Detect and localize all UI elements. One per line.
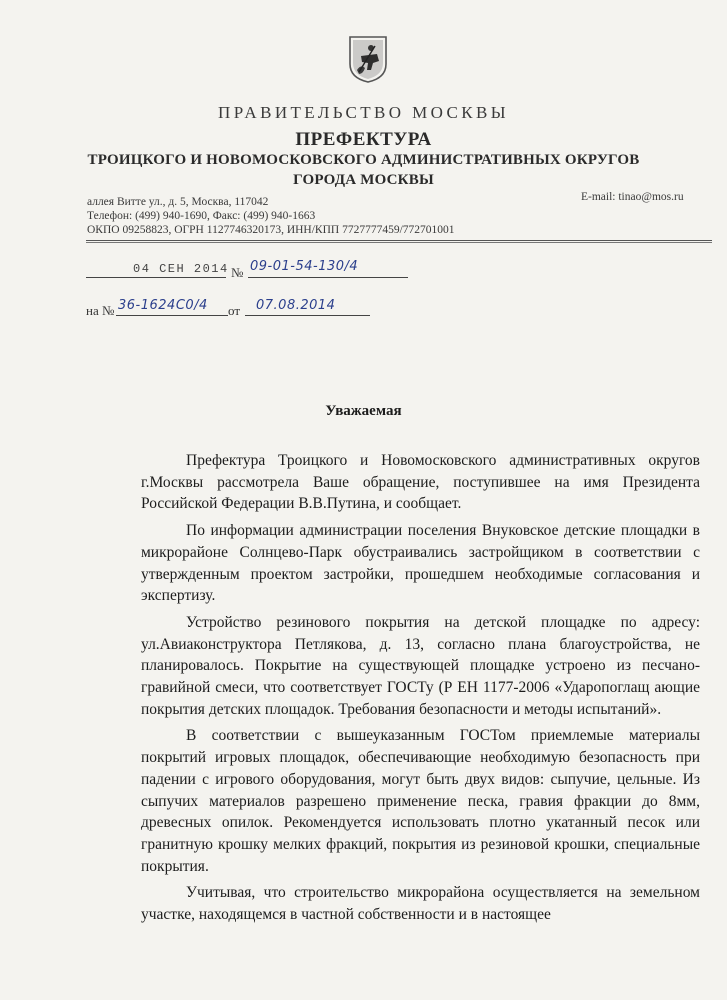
reference-label: на № xyxy=(86,303,115,318)
reference-date-line xyxy=(245,315,370,316)
paragraph: Учитывая, что строительство микрорайона осуществляется на земельном участке, находящемся в частной собственности и в настоящее xyxy=(141,884,700,924)
date-field-line xyxy=(86,277,226,278)
paragraph: В соответствии с вышеуказанным ГОСТом приемлемые материалы покрытий игровых площадок, обеспечивающие необходимую безопасность при падении с игрового оборудования, могут быть двух видов: сыпучие, цельные. Из сыпучих материалов разрешено применение песка, гравия фракции до 8мм, древесных опилок. Рекомендуется использовать плотно укатанный песок или гранитную крошку мелких фракций, покрытия из резиновой крошки, специальные покрытия. xyxy=(141,727,700,875)
header-divider-secondary xyxy=(86,242,712,243)
paragraph: По информации администрации поселения Внуковское детские площадки в микрорайоне Солнцево-Парк обустраивались застройщиком в соответствии с утвержденным проектом застройки, прошедшем необходимые согласования и экспертизу. xyxy=(141,522,700,605)
outgoing-number-handwritten: 09-01-54-130/4 xyxy=(250,259,359,274)
districts-title: ТРОИЦКОГО И НОВОМОСКОВСКОГО АДМИНИСТРАТИВНЫХ ОКРУГОВ xyxy=(87,152,640,168)
header-divider xyxy=(86,240,712,241)
from-label: от xyxy=(228,303,241,318)
registration-date-stamp: 04 СЕН 2014 xyxy=(133,262,229,276)
paragraph: Префектура Троицкого и Новомосковского административных округов г.Москвы рассмотрела Ваше обращение, поступившее на имя Президента Российской Федерации В.В.Путина, и сообщает. xyxy=(141,452,700,513)
moscow-coat-of-arms-icon xyxy=(347,34,389,84)
number-label: № xyxy=(231,265,244,280)
codes-line: ОКПО 09258823, ОГРН 1127746320173, ИНН/КПП 7727777459/772701001 xyxy=(87,224,455,236)
paragraph: Устройство резинового покрытия на детской площадке по адресу: ул.Авиаконструктора Петлякова, д. 13, согласно плана благоустройства, не планировалось. Покрытие на существующей площадке устроено из песчано-гравийной смеси, что соответствует ГОСТу (Р ЕН 1177-2006 «Ударопоглащ ающие покрытия детских площадок. Требования безопасности и методы испытаний». xyxy=(141,613,700,718)
prefecture-title: ПРЕФЕКТУРА xyxy=(295,129,432,150)
address-line: аллея Витте ул., д. 5, Москва, 117042 xyxy=(87,196,269,208)
reference-date-handwritten: 07.08.2014 xyxy=(256,298,336,313)
government-title: ПРАВИТЕЛЬСТВО МОСКВЫ xyxy=(218,103,509,122)
city-title: ГОРОДА МОСКВЫ xyxy=(293,172,434,188)
reference-number-line xyxy=(116,315,228,316)
email-line: E-mail: tinao@mos.ru xyxy=(581,191,684,203)
phone-line: Телефон: (499) 940-1690, Факс: (499) 940-1663 xyxy=(87,210,316,222)
reference-number-handwritten: 36-1624С0/4 xyxy=(118,298,208,313)
letter-body xyxy=(141,450,700,931)
salutation: Уважаемая xyxy=(325,403,402,419)
number-field-line xyxy=(248,277,408,278)
